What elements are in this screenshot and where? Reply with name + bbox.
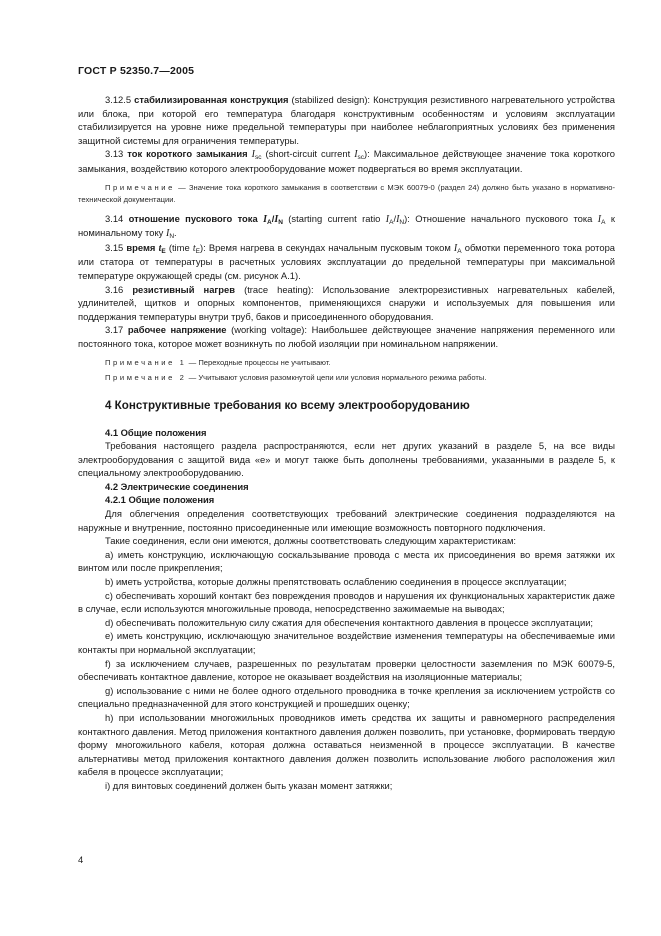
clause-text: (short-circuit current — [261, 148, 355, 160]
symbol-subscript: N — [169, 233, 175, 241]
clause-number: 3.13 — [105, 148, 124, 160]
clause-number: 3.12.5 — [105, 94, 132, 105]
symbol-subscript: A — [389, 218, 394, 226]
note-label: Примечание 1 — [105, 357, 187, 367]
note-3-17-1 — [78, 357, 615, 369]
symbol-subscript: N — [399, 218, 405, 226]
clause-text: (stabilized design): Конструкция резистивного нагревательного устройства или блока, при которой его температура благодаря конструктивным особенностям и условиям эксплуатации стабилизируется на уровне ниже предельной температуры при наиболее неблагоприятных условиях без применения защитной системы для ограничения температуры. — [78, 94, 616, 146]
symbol-subscript: E — [195, 247, 200, 255]
symbol-subscript: E — [161, 247, 166, 255]
clause-3-15 — [78, 241, 615, 283]
note-text: — Значение тока короткого замыкания в соответствии с МЭК 60079-0 (раздел 24) должно быть указано в нормативно-технической документации. — [78, 182, 615, 204]
clause-term: ток короткого замыкания — [127, 148, 248, 160]
symbol-i: I — [251, 149, 255, 161]
symbol-i: I — [263, 213, 267, 225]
clause-term: резистивный нагрев — [132, 283, 236, 295]
section-4-1-text: Требования настоящего раздела распространяются, если нет других указаний в разделе 5, на все виды электрооборудования с защитой вида «е» и могут также быть дополнены требованиями, указанными в разделе 5, к специальному электрооборудованию. — [78, 440, 615, 479]
note-3-13 — [78, 182, 615, 206]
symbol-subscript: sc — [357, 154, 365, 162]
clause-3-12-5 — [78, 93, 615, 147]
symbol-slash: / — [393, 212, 397, 224]
symbol-subscript: N — [278, 218, 283, 226]
symbol-t: t — [192, 242, 196, 254]
list-item-b: b) иметь устройства, которые должны препятствовать ослаблению соединения в процессе эксплуатации; — [105, 576, 567, 588]
note-label: Примечание 2 — [105, 372, 187, 382]
clause-text: ): Время нагрева в секундах начальным пусковым током — [199, 241, 454, 253]
clause-3-14 — [78, 212, 615, 241]
clause-number: 3.15 — [105, 241, 124, 253]
clause-text: ): Отношение начального пускового тока — [404, 212, 598, 224]
list-item-h: h) при использовании многожильных проводников иметь средства их защиты и равномерного распределения контактного давления. Метод приложения контактного давления должен позволить, при установке, формировать твердую форму многожильного кабеля, которая должна оставаться неизменной в процессе эксплуатации. В качестве альтернативы метод приложения контактного давления должен позволить использование любого расположения жил кабеля в процессе эксплуатации; — [78, 711, 615, 778]
list-item-e: e) иметь конструкцию, исключающую значительное воздействие изменения температуры на обеспечиваемые ими контакты при нормальной эксплуатации; — [78, 630, 615, 655]
page-number: 4 — [78, 854, 84, 865]
note-text: — Переходные процессы не учитывают. — [186, 357, 331, 367]
heading-text: 4.2.1 Общие положения — [105, 494, 215, 506]
list-item-a: a) иметь конструкцию, исключающую соскальзывание провода с места их присоединения во время затяжки их винтом или после прикрепления; — [78, 548, 615, 574]
clause-text: (working voltage): Наибольшее действующее значение напряжения переменного или постоянного тока, которое может возникнуть по любой изоляции при номинальном напряжении. — [78, 324, 615, 349]
symbol-i: I — [165, 228, 170, 240]
clause-text: (time — [165, 241, 193, 253]
clause-term: стабилизированная конструкция — [134, 94, 289, 105]
symbol-i: I — [597, 213, 602, 225]
clause-3-13 — [78, 147, 615, 175]
clause-text: обмотки переменного тока ротора или статора от температуры в расчетных условиях эксплуатации до предельной температуры при максимальной температуре окружающей среды (см. рисунок А.1). — [78, 241, 616, 281]
section-4-2-1-para-2: Такие соединения, если они имеются, должны соответствовать следующим характеристикам: — [105, 535, 516, 547]
clause-text: к номинальному току — [78, 212, 615, 239]
clause-number: 3.16 — [105, 283, 124, 295]
list-item-d: d) обеспечивать положительную силу сжатия для обеспечения контактного давления в процессе эксплуатации; — [105, 616, 594, 628]
section-4-1-title — [78, 426, 615, 440]
clause-text: ): Максимальное действующее значение тока короткого замыкания, воздействию которого электрооборудование может подвергаться во время эксплуатации. — [78, 148, 616, 174]
heading-text: 4.2 Электрические соединения — [105, 480, 249, 492]
symbol-i: I — [354, 149, 358, 161]
note-label: Примечание — [105, 182, 175, 192]
symbol-slash: / — [271, 212, 275, 224]
clause-term: отношение пускового тока — [128, 212, 258, 224]
section-4-title: 4 Конструктивные требования ко всему электрооборудованию — [105, 398, 470, 412]
list-item-i: i) для винтовых соединений должен быть указан момент затяжки; — [105, 779, 393, 791]
symbol-subscript: sc — [254, 154, 262, 162]
document-header: ГОСТ Р 52350.7—2005 — [78, 65, 195, 77]
symbol-t: t — [158, 242, 162, 254]
symbol-subscript: A — [267, 218, 272, 226]
symbol-i: I — [274, 213, 279, 225]
symbol-i: I — [385, 213, 390, 225]
clause-text: (trace heating): Использование электрорезистивных нагревательных кабелей, удлинителей, щитков и опорных компонентов, применяющихся снаружи и используемых для повышения или поддержания температуры внутри труб, баков и присоединенного оборудования. — [78, 283, 616, 322]
section-4-2-title — [78, 480, 615, 494]
clause-number: 3.17 — [105, 324, 124, 336]
section-4-2-1-title — [78, 493, 615, 507]
clause-3-17 — [78, 323, 615, 350]
list-item-f: f) за исключением случаев, разрешенных по результатам проверки целостности заземления по МЭК 60079-5, обеспечивать контактное давление, которое не оказывает воздействия на изоляционные материалы; — [78, 657, 615, 683]
clause-text: . — [174, 227, 177, 239]
symbol-subscript: A — [457, 247, 462, 255]
clause-number: 3.14 — [105, 212, 124, 224]
note-3-17-2 — [78, 372, 615, 384]
clause-text: (starting current ratio — [282, 212, 386, 224]
heading-text: 4.1 Общие положения — [105, 426, 207, 438]
note-text: — Учитывают условия разомкнутой цепи или условия нормального режима работы. — [186, 372, 487, 382]
section-4-2-1-para-1: Для облегчения определения соответствующих требований электрические соединения подразделяются на наружные и внутренние, постоянно присоединенные или имеющие возможность повторного подключения. — [78, 508, 615, 533]
document-body — [78, 93, 615, 793]
list-item-c: c) обеспечивать хороший контакт без повреждения проводов и нарушения их функциональных характеристик даже в случае, если используются многожильные провода, непосредственно зажимаемые на выводах; — [78, 589, 615, 615]
symbol-i: I — [396, 213, 400, 225]
clause-term: рабочее напряжение — [127, 324, 227, 336]
symbol-i: I — [453, 242, 458, 254]
clause-3-16 — [78, 283, 615, 324]
list-item-g: g) использование с ними не более одного отдельного проводника в точке крепления за исключением устройств со специально предназначенной для этого конструкцией и прошедших оценку; — [78, 684, 615, 710]
symbol-subscript: A — [601, 218, 606, 226]
clause-term: время — [126, 241, 156, 253]
